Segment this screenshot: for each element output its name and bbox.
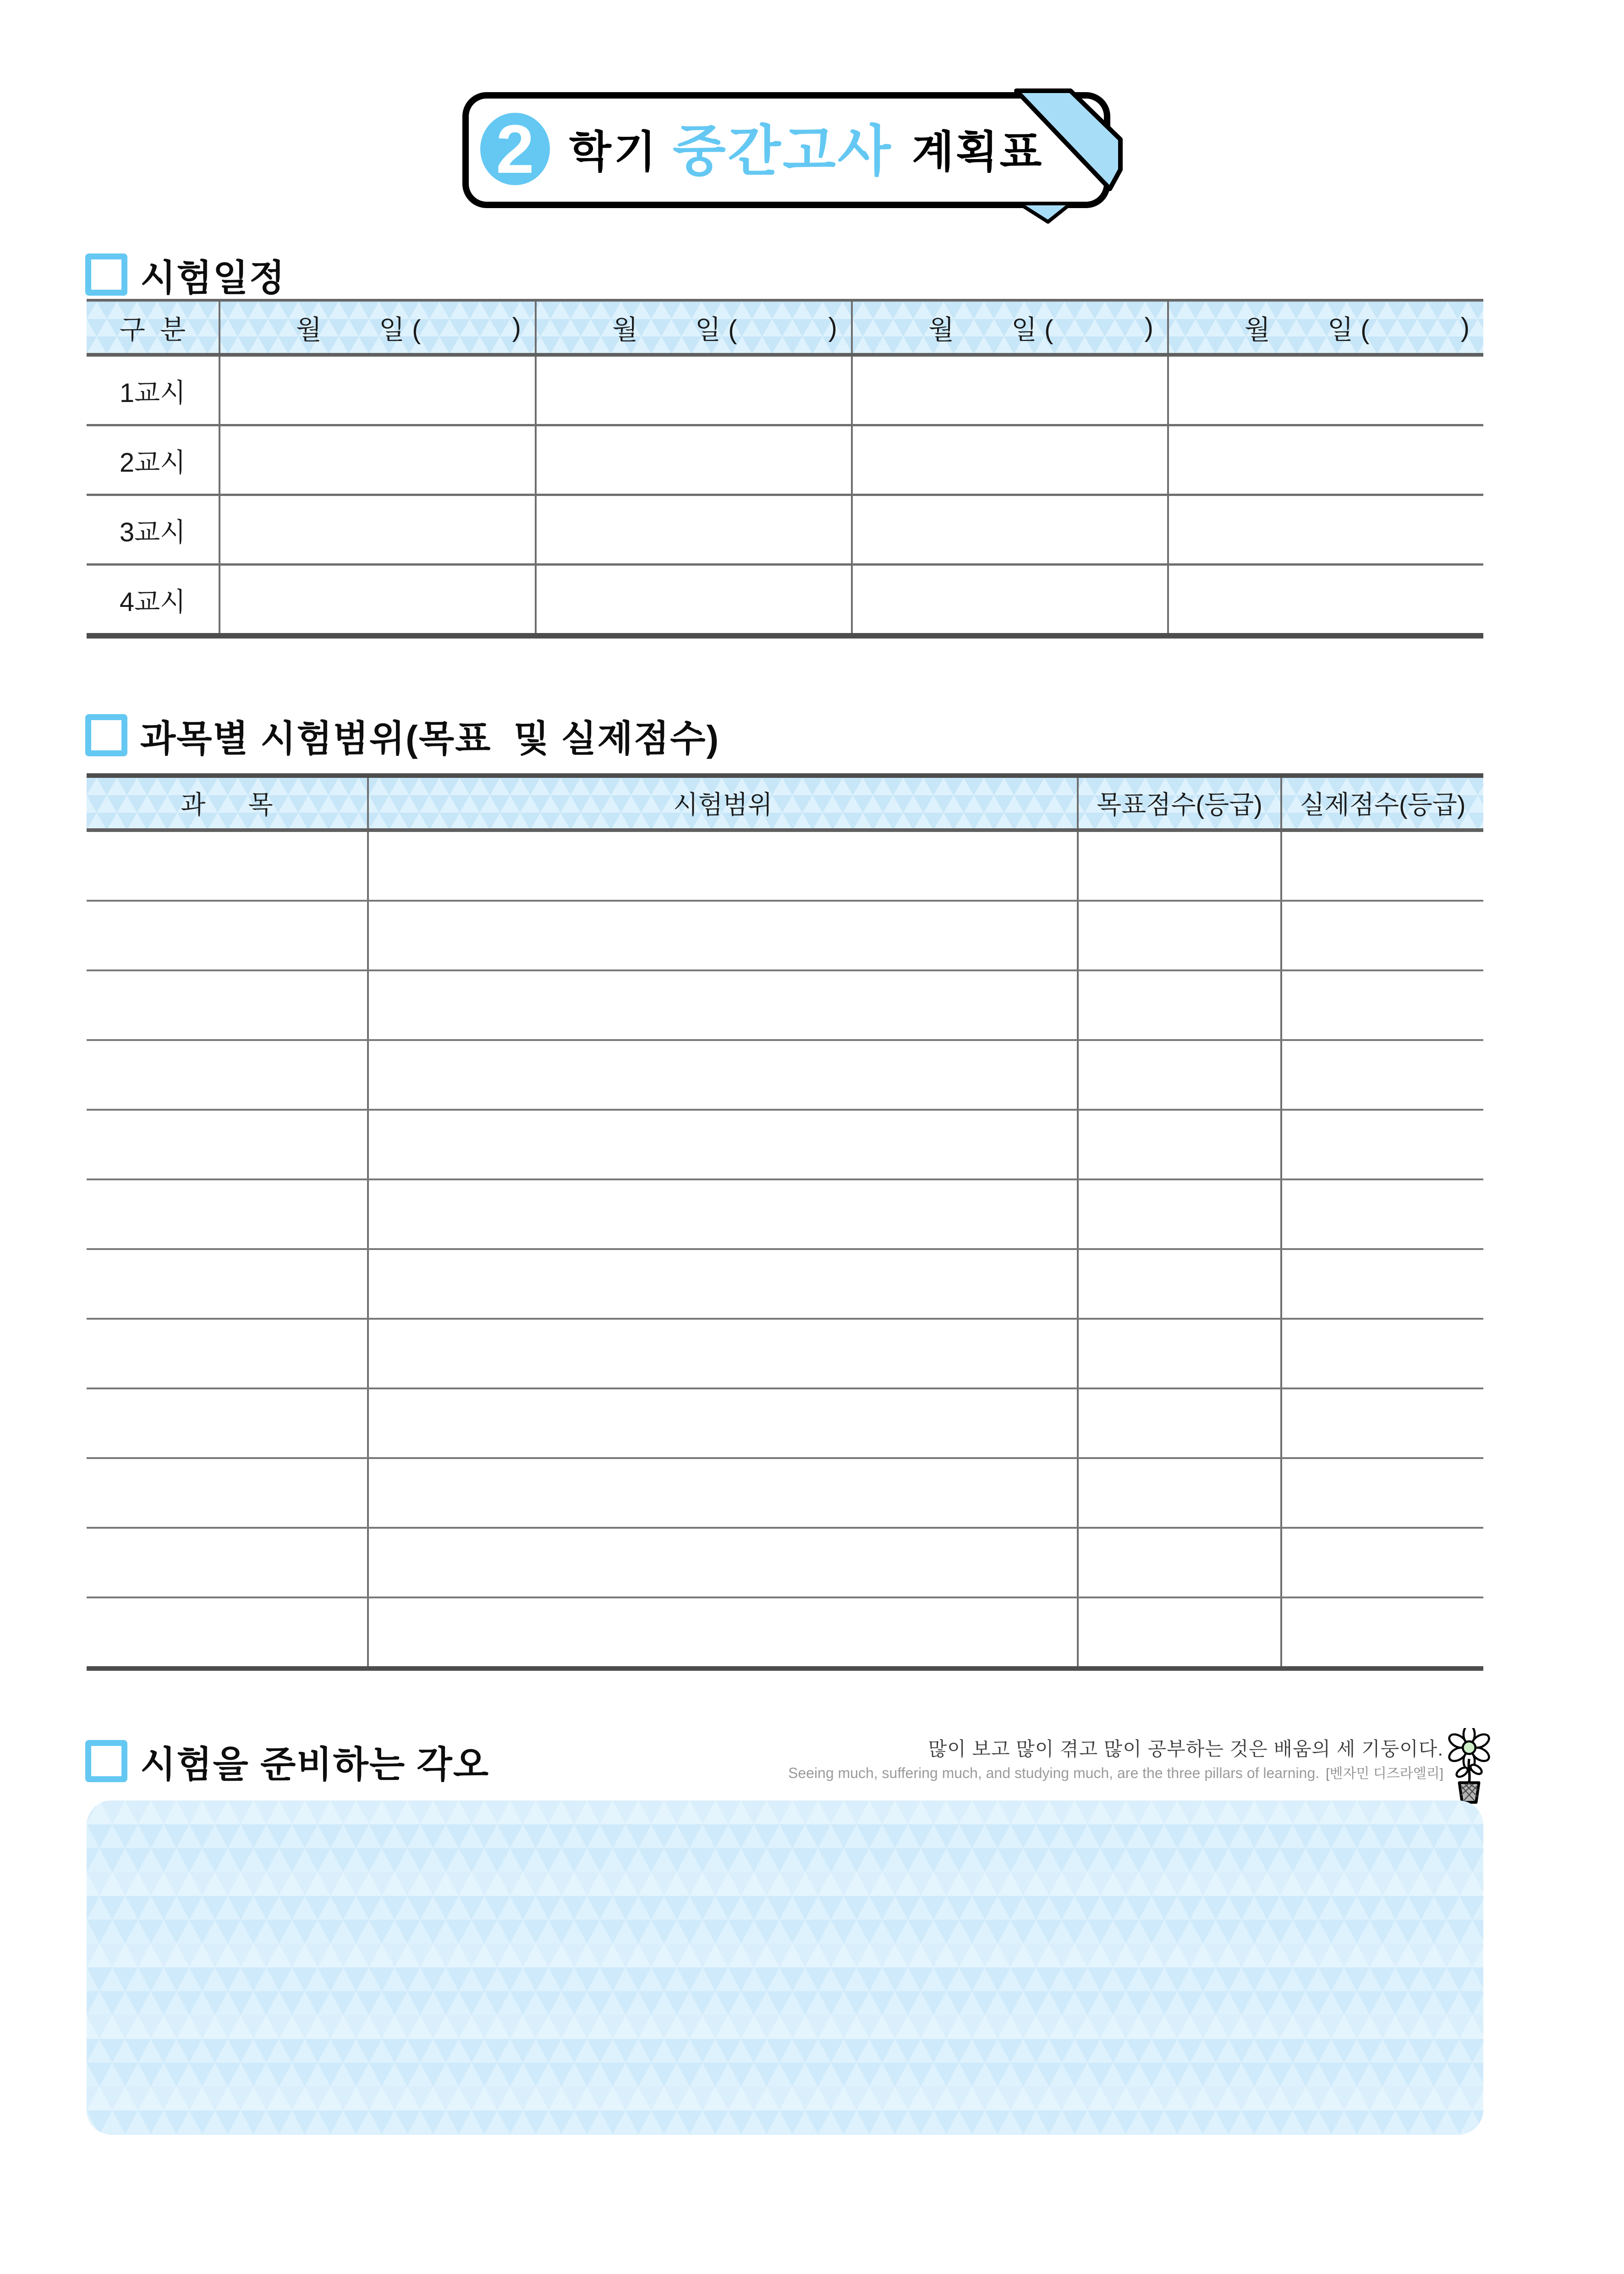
target-score-cell [1077, 1250, 1280, 1318]
schedule-date-header-cell [535, 302, 851, 353]
schedule-cell [219, 426, 535, 494]
range-cell [367, 1180, 1077, 1248]
schedule-cell [1167, 426, 1483, 494]
writing-area [87, 1800, 1483, 2135]
pattern-bands [87, 1800, 1483, 2135]
actual-score-cell [1280, 1250, 1483, 1318]
schedule-cell [1167, 357, 1483, 424]
subject-cell [87, 1459, 367, 1527]
schedule-cell [851, 426, 1167, 494]
target-score-cell [1077, 1180, 1280, 1248]
section-subject-range-title [85, 714, 720, 759]
actual-score-cell [1280, 1041, 1483, 1109]
target-score-cell [1077, 902, 1280, 969]
subject-cell [87, 1529, 367, 1597]
schedule-cell [851, 496, 1167, 563]
day-open-label: 일 ( [695, 315, 737, 345]
schedule-row [87, 426, 1483, 496]
section-exam-schedule-title [85, 253, 285, 296]
range-cell [367, 971, 1077, 1039]
subjects-body [87, 832, 1483, 1666]
subject-cell [87, 1250, 367, 1318]
subject-row [87, 1111, 1483, 1180]
actual-score-cell [1280, 1529, 1483, 1597]
month-label: 월 [1245, 315, 1271, 345]
subject-cell [87, 971, 367, 1039]
actual-score-cell [1280, 1389, 1483, 1457]
schedule-row [87, 566, 1483, 633]
subject-row [87, 902, 1483, 971]
schedule-cell [1167, 496, 1483, 563]
schedule-cell [1167, 566, 1483, 633]
target-score-cell [1077, 1529, 1280, 1597]
day-open-label: 일 ( [379, 315, 421, 345]
subject-row [87, 1459, 1483, 1529]
exam-schedule-table [87, 299, 1483, 639]
checkbox-icon [85, 253, 127, 296]
subject-row [87, 1180, 1483, 1250]
schedule-cell [851, 357, 1167, 424]
actual-score-cell [1280, 1180, 1483, 1248]
subject-row [87, 1598, 1483, 1666]
schedule-row [87, 496, 1483, 566]
quote-english-line [788, 1763, 1443, 1784]
subject-cell [87, 1598, 367, 1666]
quote-block [788, 1736, 1443, 1784]
ribbon-fold-icon [1019, 204, 1071, 222]
banner-number: 2 [496, 110, 534, 187]
subject-range-table [87, 773, 1483, 1671]
paren-close-label: ) [1144, 312, 1153, 342]
target-score-cell [1077, 1459, 1280, 1527]
schedule-cell [535, 426, 851, 494]
subject-cell [87, 1111, 367, 1178]
day-open-label: 일 ( [1328, 315, 1370, 345]
schedule-date-header-cell [1167, 302, 1483, 353]
range-cell [367, 1111, 1077, 1178]
actual-score-cell [1280, 1459, 1483, 1527]
period-label: 4교시 [119, 587, 186, 617]
subject-row [87, 1320, 1483, 1389]
section-title: 시험일정 [140, 257, 286, 298]
schedule-date-header-cell [851, 302, 1167, 353]
subject-header-cell: 과 목 [181, 790, 273, 819]
actual-score-header-cell: 실제점수(등급) [1280, 778, 1483, 828]
subject-cell [87, 1389, 367, 1457]
paren-close-label: ) [828, 312, 837, 342]
range-cell [367, 1529, 1077, 1597]
target-score-cell [1077, 1111, 1280, 1178]
period-label: 1교시 [119, 378, 186, 408]
subject-cell [87, 902, 367, 969]
month-label: 월 [928, 315, 955, 345]
target-score-cell [1077, 1041, 1280, 1109]
subject-cell [87, 1320, 367, 1388]
subject-row [87, 1529, 1483, 1598]
subject-cell [87, 832, 367, 900]
range-cell [367, 1389, 1077, 1457]
range-cell [367, 902, 1077, 969]
section-title: 과목별 시험범위(목표 및 실제점수) [140, 718, 720, 759]
range-cell [367, 832, 1077, 900]
checkbox-icon [85, 714, 127, 756]
banner-semester-label: 학기 [569, 128, 659, 176]
month-label: 월 [612, 315, 638, 345]
paren-close-label: ) [512, 312, 521, 342]
subject-cell [87, 1041, 367, 1109]
schedule-body [87, 357, 1483, 633]
schedule-row [87, 357, 1483, 426]
checkbox-icon [85, 1740, 127, 1782]
schedule-cell [219, 566, 535, 633]
title-banner [454, 88, 1127, 230]
schedule-cell [535, 357, 851, 424]
quote-korean: 많이 보고 많이 겪고 많이 공부하는 것은 배움의 세 기둥이다. [928, 1738, 1443, 1760]
actual-score-cell [1280, 1111, 1483, 1178]
range-cell [367, 1459, 1077, 1527]
target-score-cell [1077, 1598, 1280, 1666]
period-label: 2교시 [119, 447, 186, 478]
paren-close-label: ) [1460, 312, 1470, 342]
banner-plan-label: 계획표 [912, 128, 1044, 176]
banner-exam-label: 중간고사 [673, 121, 893, 182]
range-cell [367, 1598, 1077, 1666]
day-open-label: 일 ( [1011, 315, 1053, 345]
schedule-cell [535, 566, 851, 633]
corner-header-cell: 구 분 [119, 315, 186, 345]
subject-cell [87, 1180, 367, 1248]
month-label: 월 [296, 315, 322, 345]
actual-score-cell [1280, 1320, 1483, 1388]
subject-row [87, 1389, 1483, 1459]
target-score-cell [1077, 971, 1280, 1039]
subject-row [87, 1041, 1483, 1111]
section-resolution-title [85, 1740, 489, 1785]
schedule-cell [219, 357, 535, 424]
actual-score-cell [1280, 1598, 1483, 1666]
target-score-header-cell: 목표점수(등급) [1077, 778, 1280, 828]
quote-attribution: [벤자민 디즈라엘리] [1326, 1766, 1443, 1781]
flower-center [1463, 1741, 1475, 1754]
section-title: 시험을 준비하는 각오 [140, 1744, 489, 1785]
range-cell [367, 1250, 1077, 1318]
schedule-cell [219, 496, 535, 563]
target-score-cell [1077, 1320, 1280, 1388]
subject-row [87, 1250, 1483, 1320]
actual-score-cell [1280, 971, 1483, 1039]
schedule-date-header-cell [219, 302, 535, 353]
schedule-cell [535, 496, 851, 563]
subjects-header-row [87, 778, 1483, 832]
actual-score-cell [1280, 902, 1483, 969]
target-score-cell [1077, 1389, 1280, 1457]
period-label: 3교시 [119, 517, 186, 547]
range-cell [367, 1320, 1077, 1388]
flower-pot-icon [1444, 1728, 1494, 1805]
target-score-cell [1077, 832, 1280, 900]
quote-english: Seeing much, suffering much, and studying much, are the three pillars of learning. [788, 1765, 1320, 1781]
schedule-header-row [87, 299, 1483, 357]
subject-row [87, 971, 1483, 1041]
range-cell [367, 1041, 1077, 1109]
subject-row [87, 832, 1483, 902]
range-header-cell: 시험범위 [367, 778, 1077, 828]
schedule-cell [851, 566, 1167, 633]
actual-score-cell [1280, 832, 1483, 900]
